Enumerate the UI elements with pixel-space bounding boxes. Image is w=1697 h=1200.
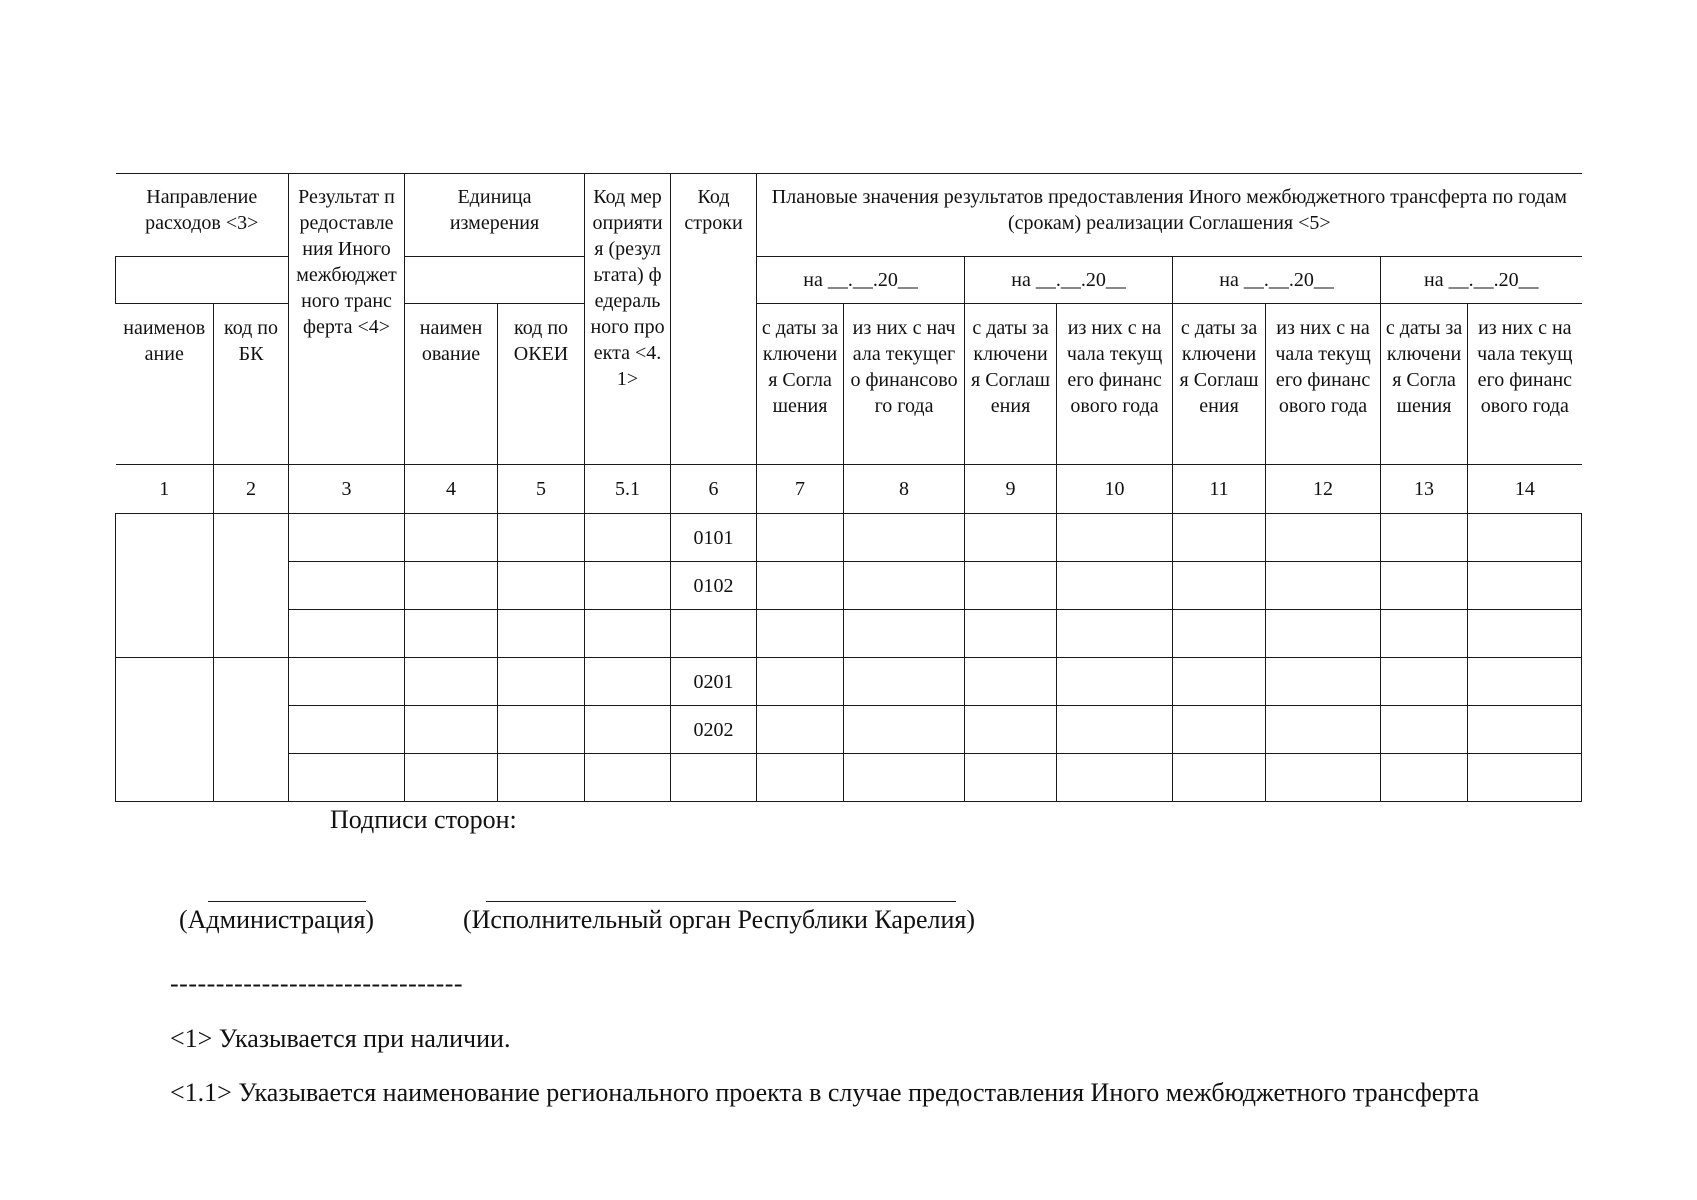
header-result xyxy=(289,174,405,465)
column-number: 13 xyxy=(1381,465,1468,514)
result-cell[interactable] xyxy=(289,562,405,610)
header-period-2: на __.__.20__ xyxy=(965,257,1173,304)
value-cell[interactable] xyxy=(965,562,1057,610)
value-cell[interactable] xyxy=(1381,706,1468,754)
result-cell[interactable] xyxy=(289,610,405,658)
value-cell[interactable] xyxy=(844,610,965,658)
value-cell[interactable] xyxy=(1057,658,1173,706)
header-unit-gap xyxy=(405,257,585,304)
value-cell[interactable] xyxy=(1057,514,1173,562)
value-cell[interactable] xyxy=(1057,706,1173,754)
header-planned: Плановые значения результатов предоставления Иного межбюджетного трансферта по годам (срокам) реализации Соглашения <5> xyxy=(757,174,1582,257)
header-name: наименование xyxy=(116,304,214,465)
header-period-4: на __.__.20__ xyxy=(1381,257,1582,304)
value-cell[interactable] xyxy=(1468,706,1582,754)
column-number: 8 xyxy=(844,465,965,514)
value-cell[interactable] xyxy=(1057,562,1173,610)
footnote-separator: -------------------------------- xyxy=(170,969,464,998)
header-from-conclusion-3: с даты заключения Соглашения xyxy=(1173,304,1266,465)
value-cell[interactable] xyxy=(757,514,844,562)
header-unit-name: наименование xyxy=(405,304,498,465)
header-row-1 xyxy=(116,174,1582,257)
value-cell[interactable] xyxy=(1266,514,1381,562)
column-number: 6 xyxy=(671,465,757,514)
column-numbers-row xyxy=(116,465,1582,514)
header-from-year-start-3: из них с начала текущего финансового года xyxy=(1266,304,1381,465)
value-cell[interactable] xyxy=(1468,610,1582,658)
event-code-cell[interactable] xyxy=(585,562,671,610)
bk-code-cell[interactable] xyxy=(214,514,289,658)
event-code-cell[interactable] xyxy=(585,658,671,706)
unit-name-cell[interactable] xyxy=(405,514,498,562)
table-row xyxy=(116,754,1582,802)
header-from-conclusion-4: с даты заключения Соглашения xyxy=(1381,304,1468,465)
table-row xyxy=(116,706,1582,754)
row-code-cell: 0201 xyxy=(671,658,757,706)
header-unit: Единица измерения xyxy=(405,174,585,257)
column-number: 11 xyxy=(1173,465,1266,514)
result-cell[interactable] xyxy=(289,514,405,562)
admin-signature-line[interactable] xyxy=(208,901,366,902)
header-event-code-text: Код мероприятия (результата) федерального проекта <4.1> xyxy=(590,186,665,390)
value-cell[interactable] xyxy=(1057,754,1173,802)
value-cell[interactable] xyxy=(1173,610,1266,658)
row-code-cell xyxy=(671,610,757,658)
header-from-year-start-2: из них с начала текущего финансового года xyxy=(1057,304,1173,465)
header-direction-gap xyxy=(116,257,289,304)
unit-name-cell[interactable] xyxy=(405,610,498,658)
table-row xyxy=(116,562,1582,610)
value-cell[interactable] xyxy=(1468,514,1582,562)
header-result-text: Результат предоставления Иного межбюджетного трансферта <4> xyxy=(296,186,397,338)
header-event-code xyxy=(585,174,671,465)
value-cell[interactable] xyxy=(757,562,844,610)
row-code-cell: 0202 xyxy=(671,706,757,754)
value-cell[interactable] xyxy=(844,562,965,610)
value-cell[interactable] xyxy=(1468,754,1582,802)
result-cell[interactable] xyxy=(289,658,405,706)
result-cell[interactable] xyxy=(289,754,405,802)
direction-name-cell[interactable] xyxy=(116,658,214,802)
header-from-conclusion-1: с даты заключения Соглашения xyxy=(757,304,844,465)
column-number: 4 xyxy=(405,465,498,514)
header-okei-code: код по ОКЕИ xyxy=(498,304,585,465)
value-cell[interactable] xyxy=(844,754,965,802)
event-code-cell[interactable] xyxy=(585,706,671,754)
value-cell[interactable] xyxy=(844,658,965,706)
header-bk-code: код по БК xyxy=(214,304,289,465)
value-cell[interactable] xyxy=(1381,610,1468,658)
result-cell[interactable] xyxy=(289,706,405,754)
value-cell[interactable] xyxy=(844,514,965,562)
header-period-3: на __.__.20__ xyxy=(1173,257,1381,304)
value-cell[interactable] xyxy=(1381,754,1468,802)
signatures-title: Подписи сторон: xyxy=(330,805,517,834)
value-cell[interactable] xyxy=(965,754,1057,802)
event-code-cell[interactable] xyxy=(585,754,671,802)
value-cell[interactable] xyxy=(1381,562,1468,610)
value-cell[interactable] xyxy=(757,706,844,754)
value-cell[interactable] xyxy=(757,610,844,658)
value-cell[interactable] xyxy=(1266,610,1381,658)
unit-name-cell[interactable] xyxy=(405,658,498,706)
footnote-1: <1> Указывается при наличии. xyxy=(170,1024,511,1053)
column-number: 9 xyxy=(965,465,1057,514)
table-row xyxy=(116,514,1582,562)
column-number: 12 xyxy=(1266,465,1381,514)
column-number: 3 xyxy=(289,465,405,514)
value-cell[interactable] xyxy=(1266,706,1381,754)
value-cell[interactable] xyxy=(1381,514,1468,562)
value-cell[interactable] xyxy=(1266,754,1381,802)
column-number: 5 xyxy=(498,465,585,514)
table-row xyxy=(116,610,1582,658)
header-period-1: на __.__.20__ xyxy=(757,257,965,304)
event-code-cell[interactable] xyxy=(585,610,671,658)
header-direction: Направление расходов <3> xyxy=(116,174,289,257)
value-cell[interactable] xyxy=(965,610,1057,658)
header-from-year-start-1: из них с начала текущего финансового года xyxy=(844,304,965,465)
header-row-code-text: Код строки xyxy=(684,186,743,234)
column-number: 2 xyxy=(214,465,289,514)
value-cell[interactable] xyxy=(1173,706,1266,754)
direction-name-cell[interactable] xyxy=(116,514,214,658)
value-cell[interactable] xyxy=(1057,610,1173,658)
header-from-conclusion-2: с даты заключения Соглашения xyxy=(965,304,1057,465)
row-code-cell: 0102 xyxy=(671,562,757,610)
row-code-cell: 0101 xyxy=(671,514,757,562)
value-cell[interactable] xyxy=(1468,562,1582,610)
value-cell[interactable] xyxy=(1173,562,1266,610)
column-number: 10 xyxy=(1057,465,1173,514)
unit-name-cell[interactable] xyxy=(405,562,498,610)
value-cell[interactable] xyxy=(965,658,1057,706)
okei-code-cell[interactable] xyxy=(498,610,585,658)
column-number: 1 xyxy=(116,465,214,514)
executive-signature-label: (Исполнительный орган Республики Карелия) xyxy=(463,905,976,934)
value-cell[interactable] xyxy=(1468,658,1582,706)
value-cell[interactable] xyxy=(1381,658,1468,706)
okei-code-cell[interactable] xyxy=(498,754,585,802)
bk-code-cell[interactable] xyxy=(214,658,289,802)
value-cell[interactable] xyxy=(1173,658,1266,706)
value-cell[interactable] xyxy=(1173,514,1266,562)
value-cell[interactable] xyxy=(757,658,844,706)
value-cell[interactable] xyxy=(965,706,1057,754)
okei-code-cell[interactable] xyxy=(498,562,585,610)
header-from-year-start-4: из них с начала текущего финансового года xyxy=(1468,304,1582,465)
table-row xyxy=(116,658,1582,706)
column-number: 5.1 xyxy=(585,465,671,514)
event-code-cell[interactable] xyxy=(585,514,671,562)
unit-name-cell[interactable] xyxy=(405,754,498,802)
okei-code-cell[interactable] xyxy=(498,706,585,754)
value-cell[interactable] xyxy=(844,706,965,754)
row-code-cell xyxy=(671,754,757,802)
header-row-code xyxy=(671,174,757,465)
value-cell[interactable] xyxy=(1266,562,1381,610)
column-number: 7 xyxy=(757,465,844,514)
value-cell[interactable] xyxy=(757,754,844,802)
value-cell[interactable] xyxy=(1266,658,1381,706)
executive-signature-line[interactable] xyxy=(486,901,956,902)
admin-signature-label: (Администрация) xyxy=(179,905,375,934)
value-cell[interactable] xyxy=(965,514,1057,562)
okei-code-cell[interactable] xyxy=(498,658,585,706)
unit-name-cell[interactable] xyxy=(405,706,498,754)
okei-code-cell[interactable] xyxy=(498,514,585,562)
footnote-1-1: <1.1> Указывается наименование регионального проекта в случае предоставления Иного межбюджетного трансферта xyxy=(170,1078,1480,1107)
value-cell[interactable] xyxy=(1173,754,1266,802)
column-number: 14 xyxy=(1468,465,1582,514)
planned-values-table xyxy=(115,173,1582,802)
